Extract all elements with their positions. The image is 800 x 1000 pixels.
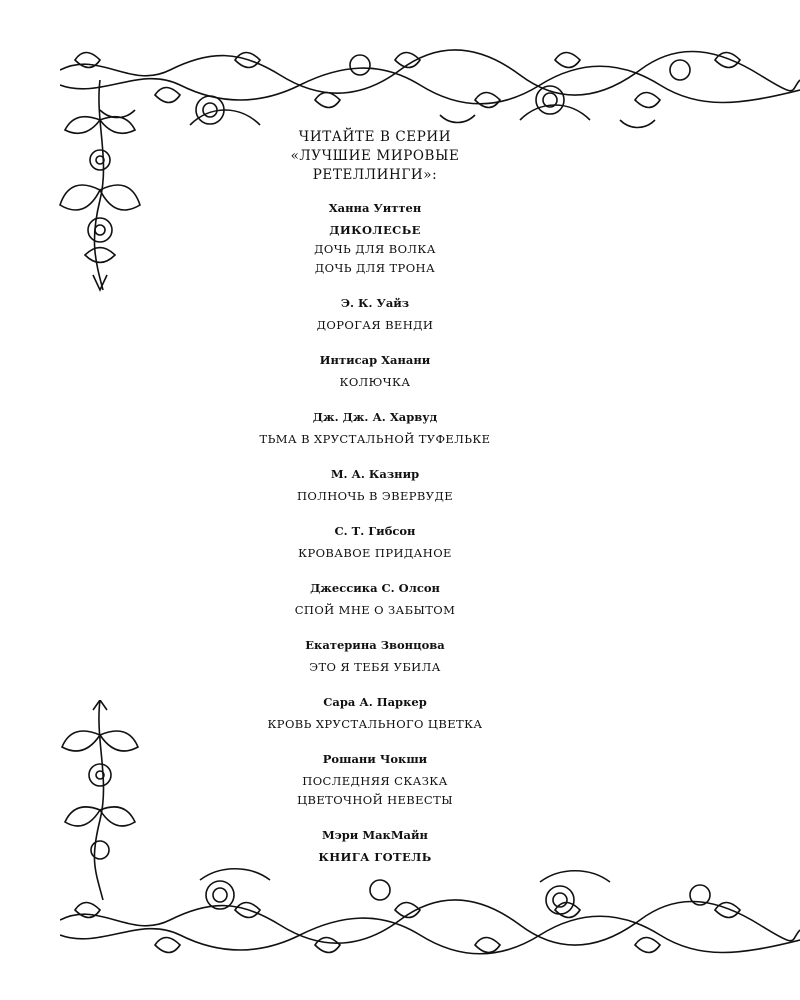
book-title: ДОЧЬ ДЛЯ ТРОНА [314,261,436,275]
left-upper-floral-ornament [55,80,155,300]
book-entry [200,465,550,506]
book-title: ТЬМА В ХРУСТАЛЬНОЙ ТУФЕЛЬКЕ [259,432,491,446]
book-entry [200,579,550,620]
book-title: КОЛЮЧКА [339,375,411,389]
book-entry [200,826,550,867]
series-heading-line-2: «ЛУЧШИЕ МИРОВЫЕ [290,148,460,164]
author-name: М. А. Казнир [330,467,420,481]
book-title: ЦВЕТОЧНОЙ НЕВЕСТЫ [297,793,453,807]
book-entry [200,199,550,278]
author-name: Дж. Дж. А. Харвуд [312,410,438,424]
series-heading-line-1: ЧИТАЙТЕ В СЕРИИ [298,129,452,145]
series-heading [200,128,550,185]
book-list-content [200,128,550,883]
book-title: ПОЛНОЧЬ В ЭВЕРВУДЕ [297,489,453,503]
book-title: ЭТО Я ТЕБЯ УБИЛА [309,660,441,674]
author-name: Ханна Уиттен [328,201,422,215]
author-name: Екатерина Звонцова [305,638,445,652]
author-name: Сара А. Паркер [323,695,427,709]
book-title: КРОВАВОЕ ПРИДАНОЕ [298,546,452,560]
book-title: КРОВЬ ХРУСТАЛЬНОГО ЦВЕТКА [267,717,483,731]
book-entry [200,636,550,677]
author-name: Рошани Чокши [322,752,428,766]
book-entry [200,750,550,810]
book-title: ДОРОГАЯ ВЕНДИ [316,318,434,332]
author-name: С. Т. Гибсон [334,524,416,538]
book-title: ДОЧЬ ДЛЯ ВОЛКА [314,242,436,256]
author-name: Интисар Ханани [319,353,431,367]
book-entry [200,693,550,734]
author-name: Джессика С. Олсон [310,581,440,595]
book-title: ДИКОЛЕСЬЕ [329,223,421,237]
book-title: СПОЙ МНЕ О ЗАБЫТОМ [294,603,456,617]
top-floral-border [60,40,800,140]
book-entry [200,294,550,335]
author-name: Мэри МакМайн [322,828,428,842]
author-name: Э. К. Уайз [340,296,410,310]
book-entry [200,408,550,449]
book-title: ПОСЛЕДНЯЯ СКАЗКА [302,774,448,788]
book-title: КНИГА ГОТЕЛЬ [318,850,432,864]
book-entry [200,522,550,563]
series-heading-line-3: РЕТЕЛЛИНГИ»: [312,167,438,183]
book-entry [200,351,550,392]
